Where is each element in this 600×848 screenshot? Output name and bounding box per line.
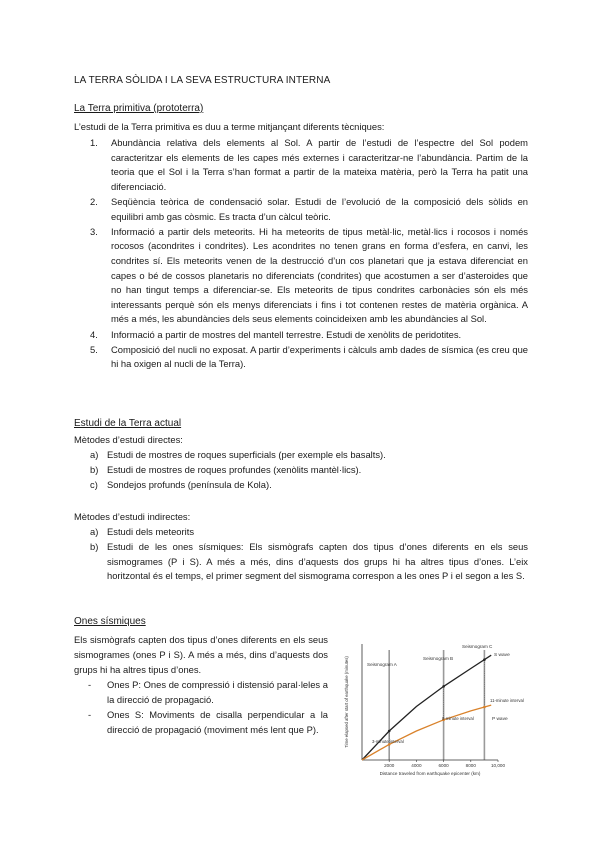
list-number: 1. (90, 137, 98, 148)
list-text: Ones P: Ones de compressió i distensió paral·leles a la direcció de propagació. (107, 679, 328, 705)
list-text: Composició del nucli no exposat. A partir d’experiments i càlculs amb dades de sísmica (es creu que hi ha oxigen al nucli de la Terra). (111, 343, 528, 370)
p-wave-label: P wave (492, 717, 508, 722)
list-text: Sondejos profunds (península de Kola). (107, 479, 272, 491)
heading-terra-actual: Estudi de la Terra actual (74, 418, 182, 429)
interval-8-label: 8-minute interval (442, 716, 474, 721)
seismogram-b-label: Seismogram B (423, 656, 454, 661)
ones-paragraph: Els sismògrafs capten dos tipus d’ones diferents en els seus sismogrames (ones P i S). A més a més, dins d’aquests dos grups hi ha altres tipus d’ones. (74, 634, 328, 675)
y-axis-label: Time elapsed after start of earthquake (minutes) (344, 656, 349, 748)
s-wave-arrival-point (388, 730, 391, 733)
x-tick-label: 8000 (465, 763, 476, 768)
list-text: Estudi dels meteorits (107, 526, 195, 537)
x-tick-label: 2000 (384, 763, 395, 768)
list-text: Estudi de mostres de roques superficials (per exemple els basalts). (107, 449, 386, 460)
x-tick-label: 4000 (411, 763, 422, 768)
techniques-list (74, 136, 528, 372)
list-dash: - (88, 709, 92, 720)
list-number: b) (90, 541, 99, 553)
ones-column (74, 632, 328, 737)
direct-methods-list (74, 448, 528, 494)
list-number: 5. (90, 343, 98, 355)
list-number: 4. (90, 328, 98, 340)
list-text: Estudi de les ones sísmiques: Els sismògrafs capten dos tipus d’ones diferents en els seus sismogrames (P i S). A més a més, dins d’aquests dos grups hi ha altres tipus d’ones. L’eix horitzontal és el temps, el primer segment del sismograma correspon a les ones P i el segon a les S. (107, 541, 528, 582)
heading-ones-sismiques: Ones sísmiques (74, 616, 146, 627)
list-item (74, 195, 528, 224)
indirect-methods-list (74, 525, 528, 585)
intro-terra-primitiva: L’estudi de la Terra primitiva es duu a terme mitjançant diferents tècniques: (74, 121, 385, 132)
heading-terra-primitiva: La Terra primitiva (prototerra) (74, 103, 204, 114)
s-wave-label: S wave (494, 653, 510, 658)
list-item (74, 463, 528, 478)
page-title: LA TERRA SÒLIDA I LA SEVA ESTRUCTURA INTERNA (74, 75, 331, 86)
x-tick-label: 10,000 (490, 763, 506, 768)
list-text: Informació a partir dels meteorits. Hi ha meteorits de tipus metàl·lic, metàl·lics i rocosos i només rocosos (acondrites i condrites). Les acondrites no tenen grans en forma d’esfera, en canvi, les condrites sí. Els meteorits venen de la destrucció d’un cos planetari que ja estava diferenciat en capes o bé de cossos planetaris no diferenciats (condrites) que acostumen a ser d’asteroides que no han tingut temps a diferenciar-se. Els meteorits de tipus condrites carbonàcies són els més interessants perquè són els menys diferenciats i fins i tot contenen restes de matèria orgànica. A més a més, les abundàncies dels seus elements coincideixen amb les abundàncies al Sol. (111, 225, 528, 325)
s-wave-arrival-point (483, 658, 486, 661)
list-text: Estudi de mostres de roques profundes (xenòlits mantèl·lics). (107, 464, 362, 476)
list-item (74, 707, 328, 737)
list-item (74, 677, 328, 707)
list-item (74, 540, 528, 584)
list-item (74, 225, 528, 327)
list-text: Ones S: Moviments de cisalla perpendicular a la direcció de propagació (moviment més lent que P). (107, 709, 328, 735)
indirect-methods-label: Mètodes d’estudi indirectes: (74, 511, 191, 522)
x-axis-label: Distance traveled from earthquake epicenter (km) (379, 771, 481, 776)
list-number: a) (90, 526, 99, 537)
direct-methods-label: Mètodes d’estudi directes: (74, 434, 183, 445)
list-number: b) (90, 464, 99, 476)
list-text: Seqüència teòrica de condensació solar. Estudi de l’evolució de la composició dels sòlids en equilibri amb gas còsmic. Es tracta d’un càlcul teòric. (111, 195, 528, 222)
list-text: Abundància relativa dels elements al Sol. A partir de l’estudi de l’espectre del Sol podem caracteritzar els elements de les capes més externes i caracteritzar-ne l’abundància. Partim de la teoria que el Sol i la Terra s’han format a partir de la mateixa matèria, però la Terra ha patit una diferenciació. (111, 137, 528, 192)
list-number: c) (90, 479, 98, 491)
list-number: 3. (90, 225, 98, 237)
seismic-travel-time-chart (338, 632, 524, 780)
interval-3-label: 3-minute interval (372, 739, 404, 744)
s-wave-arrival-point (442, 685, 445, 688)
list-item (74, 328, 528, 343)
interval-11-label: 11-minute interval (490, 698, 524, 703)
p-wave-arrival-point (483, 706, 486, 709)
seismogram-a-label: Seismogram A (367, 662, 397, 667)
list-text: Informació a partir de mostres del mantell terrestre. Estudi de xenòlits de peridotites. (111, 328, 462, 340)
list-item (74, 448, 528, 463)
list-dash: - (88, 679, 92, 690)
list-number: 2. (90, 195, 98, 207)
list-item (74, 343, 528, 372)
list-item (74, 136, 528, 194)
list-item (74, 478, 528, 493)
list-item (74, 525, 528, 540)
x-tick-label: 6000 (438, 763, 449, 768)
seismogram-c-label: Seismogram C (462, 644, 493, 649)
list-number: a) (90, 449, 99, 460)
